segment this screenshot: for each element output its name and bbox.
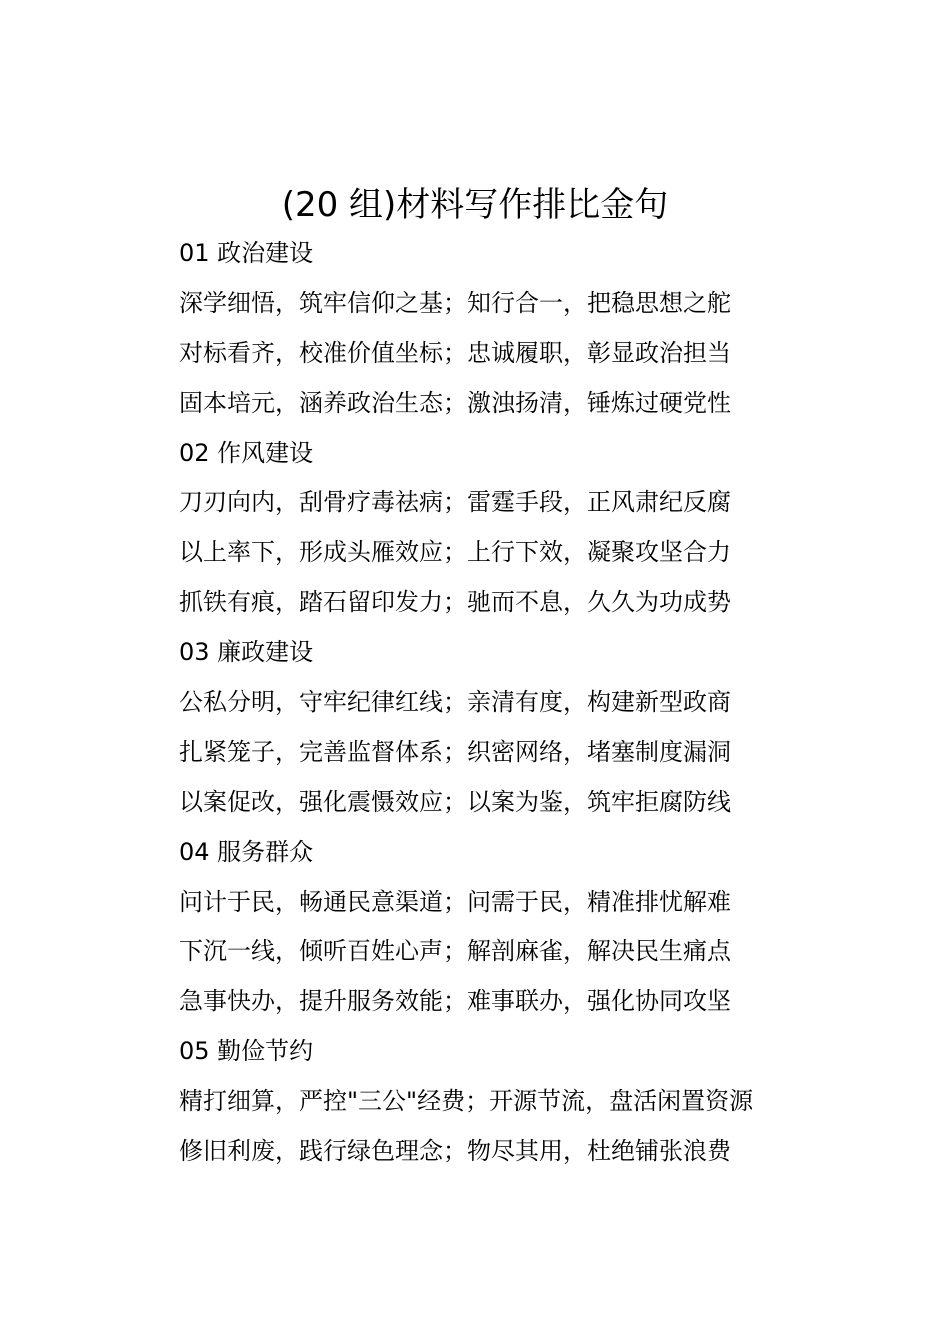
section-line: 刀刃向内，刮骨疗毒祛病；雷霆手段，正风肃纪反腐	[179, 488, 731, 517]
section-line: 扎紧笼子，完善监督体系；织密网络，堵塞制度漏洞	[179, 737, 731, 766]
document-title: (20 组)材料写作排比金句	[281, 185, 669, 225]
section-heading: 05 勤俭节约	[179, 1037, 314, 1066]
section-line: 固本培元，涵养政治生态；激浊扬清，锤炼过硬党性	[179, 388, 731, 417]
section-heading: 02 作风建设	[179, 438, 314, 467]
section-line: 以案促改，强化震慑效应；以案为鉴，筑牢拒腐防线	[179, 787, 731, 816]
section-heading: 01 政治建设	[179, 239, 314, 267]
section-line: 急事快办，提升服务效能；难事联办，强化协同攻坚	[179, 987, 731, 1016]
section-line: 公私分明，守牢纪律红线；亲清有度，构建新型政商	[179, 688, 731, 717]
document-body	[179, 229, 919, 1177]
section-heading: 03 廉政建设	[179, 638, 314, 667]
section-line: 深学细悟，筑牢信仰之基；知行合一，把稳思想之舵	[179, 288, 731, 317]
section-line: 以上率下，形成头雁效应；上行下效，凝聚攻坚合力	[179, 538, 731, 567]
section-heading: 04 服务群众	[179, 837, 314, 866]
section-line: 问计于民，畅通民意渠道；问需于民，精准排忧解难	[179, 887, 731, 916]
section-line: 对标看齐，校准价值坐标；忠诚履职，彰显政治担当	[179, 338, 731, 367]
section-line: 下沉一线，倾听百姓心声；解剖麻雀，解决民生痛点	[179, 937, 731, 966]
section-line: 修旧利废，践行绿色理念；物尽其用，杜绝铺张浪费	[179, 1137, 731, 1166]
section-line: 精打细算，严控"三公"经费；开源节流，盘活闲置资源	[179, 1087, 754, 1116]
section-line: 抓铁有痕，踏石留印发力；驰而不息，久久为功成势	[179, 588, 731, 617]
